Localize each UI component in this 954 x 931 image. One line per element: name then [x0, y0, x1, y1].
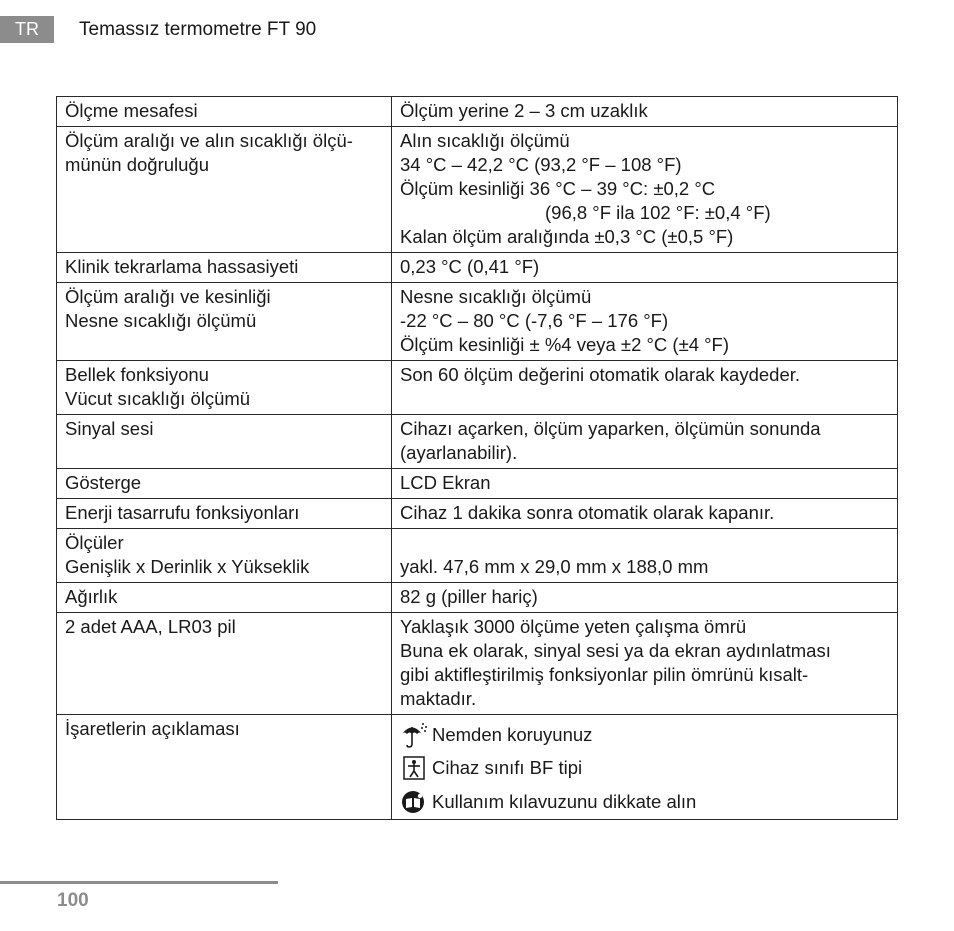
value-line: LCD Ekran: [400, 472, 491, 493]
label-line: Ölçüm aralığı ve kesinliği: [65, 286, 271, 307]
label-line: Genişlik x Derinlik x Yükseklik: [65, 556, 310, 577]
table-row: [57, 469, 898, 499]
symbol-item: [400, 719, 889, 751]
language-tab: TR: [0, 16, 54, 43]
value-line: Ölçüm yerine 2 – 3 cm uzaklık: [400, 100, 648, 121]
table-row: [57, 283, 898, 361]
table-row: [57, 529, 898, 583]
label-line: Enerji tasarrufu fonksiyonları: [65, 502, 300, 523]
bf-type-person-icon: [400, 756, 428, 780]
value-line: gibi aktifleştirilmiş fonksiyonlar pilin ömrünü kısalt-: [400, 664, 809, 685]
label-line: Ağırlık: [65, 586, 118, 607]
value-line: 0,23 °C (0,41 °F): [400, 256, 540, 277]
value-line: Kalan ölçüm aralığında ±0,3 °C (±0,5 °F): [400, 226, 734, 247]
value-line: Buna ek olarak, sinyal sesi ya da ekran aydınlatması: [400, 640, 831, 661]
table-row: [57, 499, 898, 529]
label-line: Gösterge: [65, 472, 142, 493]
label-line: Bellek fonksiyonu: [65, 364, 209, 385]
umbrella-rain-icon: [400, 723, 428, 747]
value-line: yakl. 47,6 mm x 29,0 mm x 188,0 mm: [400, 556, 709, 577]
table-row: [57, 583, 898, 613]
value-line: maktadır.: [400, 688, 477, 709]
label-line: İşaretlerin açıklaması: [65, 718, 240, 739]
row-value: [392, 127, 898, 253]
value-line: (96,8 °F ila 102 °F: ±0,4 °F): [545, 202, 771, 223]
row-value: [392, 529, 898, 583]
table-row: [57, 97, 898, 127]
row-value: [392, 253, 898, 283]
symbol-text: Kullanım kılavuzunu dikkate alın: [432, 791, 697, 812]
row-label: [57, 469, 392, 499]
symbol-item: [400, 751, 889, 785]
table-row: [57, 361, 898, 415]
read-manual-icon: [400, 790, 428, 814]
symbol-item: [400, 785, 889, 819]
row-label: [57, 613, 392, 715]
value-line: Ölçüm kesinliği ± %4 veya ±2 °C (±4 °F): [400, 334, 730, 355]
label-line: Ölçüm aralığı ve alın sıcaklığı ölçü-: [65, 130, 353, 151]
value-line: Cihaz 1 dakika sonra otomatik olarak kapanır.: [400, 502, 775, 523]
table-row: [57, 253, 898, 283]
footer-divider: [0, 881, 278, 884]
row-label: [57, 361, 392, 415]
table-row: [57, 613, 898, 715]
symbol-text: Nemden koruyunuz: [432, 724, 593, 745]
row-label: [57, 583, 392, 613]
row-label: [57, 499, 392, 529]
row-label: [57, 97, 392, 127]
value-line: Cihazı açarken, ölçüm yaparken, ölçümün sonunda: [400, 418, 821, 439]
row-value: [392, 715, 898, 820]
document-title: Temassız termometre FT 90: [79, 19, 317, 40]
value-line: -22 °C – 80 °C (-7,6 °F – 176 °F): [400, 310, 669, 331]
table-row: [57, 715, 898, 820]
value-spacer: [400, 531, 889, 555]
value-line: Ölçüm kesinliği 36 °C – 39 °C: ±0,2 °C: [400, 178, 716, 199]
value-line: Alın sıcaklığı ölçümü: [400, 130, 570, 151]
value-line: (ayarlanabilir).: [400, 442, 518, 463]
label-line: Vücut sıcaklığı ölçümü: [65, 388, 251, 409]
label-line: Ölçüler: [65, 532, 124, 553]
specifications-table: [56, 96, 898, 820]
row-value: [392, 283, 898, 361]
label-line: Sinyal sesi: [65, 418, 154, 439]
row-value: [392, 499, 898, 529]
label-line: Klinik tekrarlama hassasiyeti: [65, 256, 299, 277]
label-line: Ölçme mesafesi: [65, 100, 198, 121]
row-value: [392, 469, 898, 499]
row-label: [57, 415, 392, 469]
row-value: [392, 97, 898, 127]
page-number: 100: [57, 890, 89, 911]
row-value: [392, 415, 898, 469]
row-label: [57, 283, 392, 361]
row-label: [57, 127, 392, 253]
row-value: [392, 361, 898, 415]
row-label: [57, 253, 392, 283]
value-line: Nesne sıcaklığı ölçümü: [400, 286, 592, 307]
row-label: [57, 529, 392, 583]
value-line: 34 °C – 42,2 °C (93,2 °F – 108 °F): [400, 154, 682, 175]
row-value: [392, 583, 898, 613]
row-value: [392, 613, 898, 715]
value-line: Son 60 ölçüm değerini otomatik olarak kaydeder.: [400, 364, 801, 385]
row-label: [57, 715, 392, 820]
table-row: [57, 127, 898, 253]
label-line: münün doğruluğu: [65, 154, 209, 175]
label-line: 2 adet AAA, LR03 pil: [65, 616, 236, 637]
table-row: [57, 415, 898, 469]
symbol-text: Cihaz sınıfı BF tipi: [432, 757, 583, 778]
value-line: Yaklaşık 3000 ölçüme yeten çalışma ömrü: [400, 616, 747, 637]
label-line: Nesne sıcaklığı ölçümü: [65, 310, 257, 331]
value-line: 82 g (piller hariç): [400, 586, 538, 607]
